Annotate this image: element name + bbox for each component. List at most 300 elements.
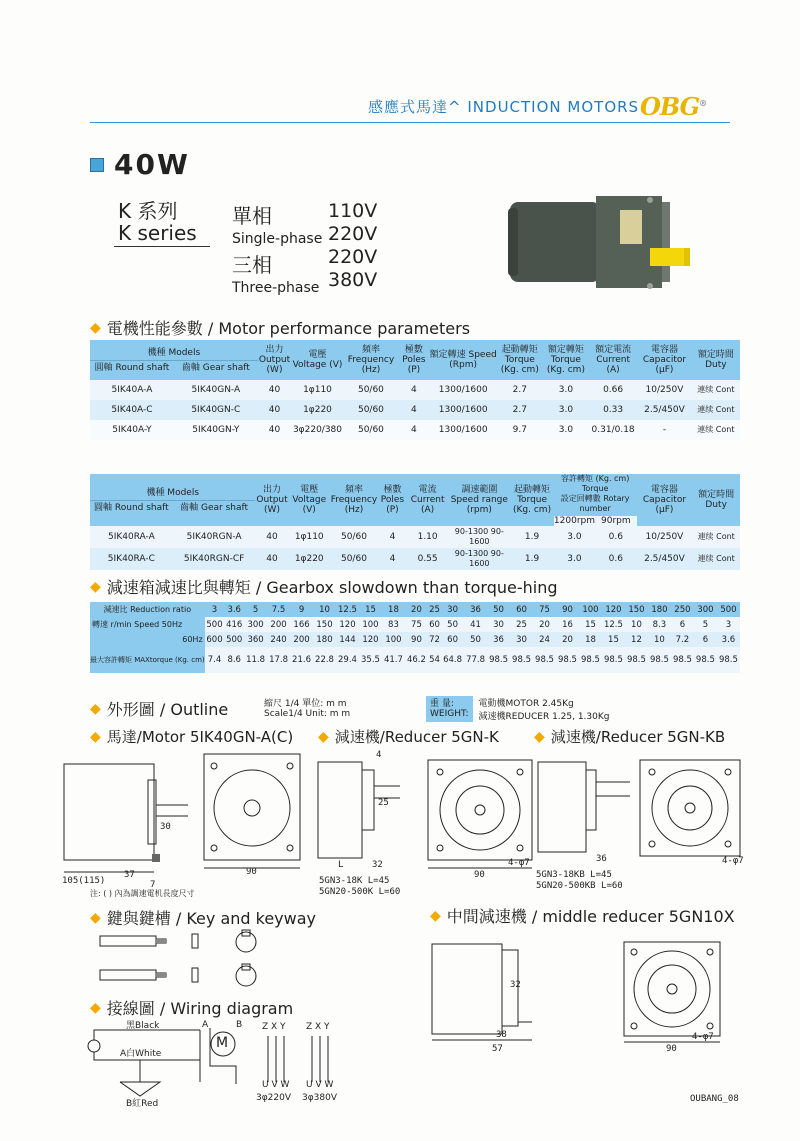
- gear-cell: 20: [405, 602, 428, 617]
- gear-cell: 20: [556, 632, 579, 647]
- th-round-2: 圓軸 Round shaft: [94, 502, 169, 513]
- section-key-title: [90, 906, 316, 929]
- gear-cell: 30: [487, 617, 510, 632]
- three-phase-zh: 三相: [232, 253, 272, 277]
- dim-r2-hole: 4-φ7: [722, 856, 744, 866]
- cell: 50/60: [357, 385, 384, 395]
- diamond-icon: ◆: [90, 700, 101, 717]
- reducer-weight: 減速機REDUCER 1.25, 1.30Kg: [478, 712, 610, 722]
- perf-table-1: [90, 340, 740, 440]
- outline-note: 注: ( ) 內為調速電机長度尺寸: [90, 889, 195, 898]
- dim-mid-57: 57: [492, 1044, 503, 1054]
- r2-note-1: 5GN3-18KB L=45: [536, 870, 612, 880]
- dim-mid-90: 90: [666, 1044, 677, 1054]
- th-current-2: 電流 Current (A): [410, 485, 445, 515]
- gear-cell: 180: [648, 602, 671, 617]
- gear-cell: 300: [694, 602, 717, 617]
- cell: 2.5/450V: [644, 405, 685, 415]
- th-90: 90rpm: [601, 516, 631, 526]
- gear-cell: 98.5: [671, 647, 694, 673]
- dim-r1-4: 4: [376, 750, 382, 760]
- gear-cell: 18: [579, 632, 602, 647]
- gear-cell: 24: [533, 632, 556, 647]
- dim-r2-36: 36: [596, 854, 607, 864]
- section-middle-title: [430, 904, 735, 927]
- cell: 40: [268, 385, 281, 395]
- cell: 50/60: [340, 532, 367, 542]
- brand-logo: [640, 92, 706, 121]
- gear-cell: 25: [428, 602, 441, 617]
- weight-en: WEIGHT:: [430, 709, 469, 719]
- wiring-b: B: [236, 1020, 243, 1030]
- section-middle-label: 中間減速機 / middle reducer 5GN10X: [446, 907, 735, 926]
- series-block: [118, 200, 197, 244]
- cell: 50/60: [357, 425, 384, 435]
- gear-cell: 50: [464, 632, 487, 647]
- gear-cell: 35.5: [359, 647, 382, 673]
- cell: 1φ220: [303, 405, 332, 415]
- th-gear: 齒軸 Gear shaft: [181, 362, 250, 373]
- gear-cell: 360: [244, 632, 267, 647]
- section-key-label: 鍵與鍵槽 / Key and keyway: [106, 909, 316, 928]
- gear-cell: 12.5: [336, 602, 359, 617]
- diamond-icon: ◆: [90, 728, 101, 745]
- speed-label: 轉速 r/min: [92, 619, 132, 629]
- cell: 2.7: [512, 405, 527, 415]
- gear-cell: 60: [510, 602, 533, 617]
- cell: 50/60: [357, 405, 384, 415]
- cell: 1300/1600: [438, 385, 488, 395]
- gear-cell: 150: [313, 617, 336, 632]
- weight-zh: 重 量:: [430, 699, 454, 709]
- gear-cell: 120: [602, 602, 625, 617]
- cell: 40: [266, 554, 278, 564]
- dim-r1-hole: 4-φ7: [508, 858, 530, 868]
- th-range: 調速範圍 Speed range (rpm): [450, 485, 508, 515]
- gear-cell: 98.5: [533, 647, 556, 673]
- gear-cell: 8.6: [224, 647, 244, 673]
- gear-cell: 15: [602, 632, 625, 647]
- cell: 10/250V: [645, 385, 684, 395]
- gear-cell: 10: [625, 617, 648, 632]
- th-allow: [554, 474, 637, 526]
- gear-cell: 46.2: [405, 647, 428, 673]
- speed60-label: 60Hz: [90, 632, 205, 647]
- gear-cell: 416: [224, 617, 244, 632]
- table-row: [90, 420, 740, 440]
- gear-cell: 3: [205, 602, 225, 617]
- cell: 5IK40RA-A: [107, 532, 155, 542]
- th-voltage: 電壓 Voltage (V): [292, 350, 343, 370]
- gear-cell: 90: [556, 602, 579, 617]
- gear-cell: 72: [428, 632, 441, 647]
- section-perf-label: 電機性能參數 / Motor performance parameters: [106, 319, 471, 338]
- cell: 連续 Cont: [697, 425, 735, 434]
- cell: 50/60: [340, 554, 367, 564]
- gear-cell: 30: [510, 632, 533, 647]
- cell: 10/250V: [645, 532, 684, 542]
- gear-cell: 54: [428, 647, 441, 673]
- gear-cell: 21.6: [290, 647, 313, 673]
- cell: 3.0: [558, 425, 574, 435]
- gear-cell: 100: [579, 602, 602, 617]
- gear-cell: 18: [382, 602, 405, 617]
- table-row: [90, 380, 740, 400]
- section-gearbox-title: [90, 575, 558, 598]
- gear-cell: 250: [671, 602, 694, 617]
- table-row: [90, 400, 740, 420]
- th-output-2: 出力 Output (W): [256, 485, 288, 515]
- gear-cell: 200: [290, 632, 313, 647]
- gear-cell: 120: [336, 617, 359, 632]
- table-row: [90, 548, 740, 570]
- gearbox-table: [90, 602, 740, 673]
- gear-cell: 120: [359, 632, 382, 647]
- wiring-zxy-2: Z X Y: [306, 1022, 330, 1032]
- single-phase-en: Single-phase: [232, 231, 323, 247]
- cell: 連续 Cont: [697, 554, 735, 563]
- cell: 0.66: [603, 385, 624, 395]
- th-poles: 極數 Poles (P): [402, 345, 426, 375]
- th-gear-2: 齒軸 Gear shaft: [180, 502, 249, 513]
- diamond-icon: ◆: [430, 907, 441, 924]
- wiring-black: 黑Black: [126, 1021, 160, 1031]
- gear-cell: 17.8: [267, 647, 290, 673]
- gear-cell: 5: [694, 617, 717, 632]
- th-current: 額定電流 Current (A): [595, 345, 632, 375]
- cell: 1.10: [417, 532, 438, 542]
- th-models-label-2: 機種 Models: [90, 488, 255, 501]
- dim-r1-90: 90: [474, 870, 485, 880]
- th-round: 圓軸 Round shaft: [94, 362, 170, 373]
- diamond-icon: ◆: [90, 578, 101, 595]
- reducer2-drawing-label: 減速機/Reducer 5GN-KB: [550, 728, 726, 746]
- cell: 1300/1600: [438, 405, 488, 415]
- dim-r1-L: L: [338, 860, 344, 870]
- dim-m7: 7: [150, 880, 156, 890]
- gear-cell: 3: [717, 617, 740, 632]
- perf-table-2: [90, 474, 740, 570]
- gear-cell: 60: [441, 632, 464, 647]
- gear-cell: 240: [267, 632, 290, 647]
- cell: -: [662, 425, 667, 435]
- dim-r1-32: 32: [372, 860, 383, 870]
- cell: 1φ110: [303, 385, 332, 395]
- gear-cell: 83: [382, 617, 405, 632]
- cell: 2.7: [512, 385, 527, 395]
- gear-cell: 98.5: [625, 647, 648, 673]
- wiring-uvw-2: U V W: [306, 1080, 334, 1090]
- wiring-white: A白White: [120, 1049, 162, 1059]
- cell: 5IK40RGN-CF: [183, 554, 245, 564]
- gear-cell: 75: [405, 617, 428, 632]
- cell: 連续 Cont: [697, 405, 735, 414]
- series-zh: K 系列: [118, 199, 178, 223]
- gear-cell: 200: [267, 617, 290, 632]
- gear-cell: 98.5: [510, 647, 533, 673]
- cell: 4: [411, 385, 417, 395]
- key-keyway-drawing: [96, 928, 276, 998]
- th-cap: 電容器 Capacitor (µF): [642, 345, 687, 375]
- gear-cell: 150: [625, 602, 648, 617]
- cell: 5IK40RA-C: [107, 554, 155, 564]
- wiring-red: B紅Red: [126, 1099, 159, 1109]
- section-outline-label: 外形圖 / Outline: [106, 700, 229, 719]
- gear-cell: 300: [244, 617, 267, 632]
- gear-cell: 36: [464, 602, 487, 617]
- single-phase-zh: 單相: [232, 204, 272, 228]
- cell: 3.0: [567, 554, 582, 564]
- cell: 0.6: [608, 554, 623, 564]
- gear-cell: 100: [359, 617, 382, 632]
- r2-note-2: 5GN20-500KB L=60: [536, 881, 623, 891]
- th-duty-2: 額定時間 Duty: [698, 490, 735, 510]
- dim-m105: 105(115): [62, 876, 106, 886]
- gear-cell: 12.5: [602, 617, 625, 632]
- cell: 5IK40A-C: [111, 405, 153, 415]
- th-models: [90, 340, 258, 380]
- th-start-2: 起動轉矩 Torque (Kg. cm): [513, 485, 552, 515]
- gear-cell: 90: [405, 632, 428, 647]
- diamond-icon: ◆: [90, 319, 101, 336]
- gear-cell: 3.6: [224, 602, 244, 617]
- section-gearbox-label: 減速箱減速比與轉矩 / Gearbox slowdown than torque-hing: [106, 578, 558, 597]
- voltage-1: 110V: [328, 200, 378, 222]
- cell: 4: [389, 532, 396, 542]
- phase-block: [232, 200, 322, 296]
- header-caret: ^: [448, 98, 462, 116]
- weight-note: [426, 696, 610, 722]
- cell: 9.7: [512, 425, 527, 435]
- motor-photo: [500, 190, 700, 300]
- cell: 5IK40A-A: [111, 385, 153, 395]
- cell: 0.55: [417, 554, 438, 564]
- th-freq-2: 頻率 Frequency (Hz): [330, 485, 378, 515]
- th-start: 起動轉矩 Torque (Kg. cm): [500, 345, 539, 375]
- r1-note-1: 5GN3-18K L=45: [319, 876, 390, 886]
- gear-cell: 500: [717, 602, 740, 617]
- gear-cell: 16: [556, 617, 579, 632]
- motor-outline-drawing: [62, 750, 312, 885]
- cell: 1300/1600: [438, 425, 488, 435]
- reducer2-drawing-title: [534, 726, 725, 747]
- motor-weight: 電動機MOTOR 2.45Kg: [478, 699, 574, 709]
- dim-m30: 30: [160, 822, 171, 832]
- wiring-motor-label: M: [216, 1035, 229, 1051]
- gear-cell: 50: [487, 602, 510, 617]
- gear-cell: 77.8: [464, 647, 487, 673]
- gear-cell: 22.8: [313, 647, 336, 673]
- gear-cell: 500: [205, 617, 225, 632]
- gear-cell: 8.3: [648, 617, 671, 632]
- gear-cell: 25: [510, 617, 533, 632]
- wiring-380: 3φ380V: [302, 1093, 337, 1103]
- dim-m37: 37: [124, 870, 135, 880]
- th-1200: 1200rpm: [553, 516, 596, 526]
- gear-cell: 41: [464, 617, 487, 632]
- cell: 5IK40RGN-A: [186, 532, 242, 542]
- brand-reg-mark: ®: [699, 98, 707, 108]
- gear-cell: 98.5: [487, 647, 510, 673]
- gear-cell: 50: [441, 617, 464, 632]
- gear-cell: 3.6: [717, 632, 740, 647]
- cell: 40: [266, 532, 278, 542]
- r1-note-2: 5GN20-500K L=60: [319, 887, 401, 897]
- wiring-uvw-1: U V W: [262, 1080, 290, 1090]
- th-poles-2: 極數 Poles (P): [380, 485, 405, 515]
- gear-cell: 75: [533, 602, 556, 617]
- cell: 0.6: [608, 532, 623, 542]
- gear-cell: 180: [313, 632, 336, 647]
- section-perf-title: [90, 316, 470, 339]
- speed50-label: Speed 50Hz: [134, 619, 183, 629]
- th-duty: 額定時間 Duty: [697, 350, 734, 370]
- cell: 90-1300 90-1600: [454, 549, 504, 568]
- diamond-icon: ◆: [90, 909, 101, 926]
- cell: 4: [389, 554, 396, 564]
- gear-cell: 144: [336, 632, 359, 647]
- section-outline-title: [90, 697, 228, 720]
- th-models-label: 機種 Models: [90, 348, 258, 361]
- gear-cell: 98.5: [579, 647, 602, 673]
- gear-cell: 7.4: [205, 647, 225, 673]
- cell: 3.0: [558, 385, 574, 395]
- cell: 3.0: [558, 405, 574, 415]
- gear-cell: 10: [648, 632, 671, 647]
- gear-cell: 12: [625, 632, 648, 647]
- cell: 1φ110: [294, 532, 324, 542]
- th-voltage-2: 電壓 Voltage (V): [292, 485, 327, 515]
- cell: 5IK40GN-A: [191, 385, 241, 395]
- gear-cell: 98.5: [648, 647, 671, 673]
- cell: 5IK40GN-Y: [192, 425, 240, 435]
- scale-note: [264, 696, 350, 719]
- series-en: K series: [118, 221, 197, 245]
- th-torque: 額定轉矩 Torque (Kg. cm): [546, 345, 585, 375]
- scale-zh: 縮尺 1/4 單位: m m: [264, 699, 347, 709]
- wiring-diagram: [80, 1024, 340, 1100]
- section-wiring-title: [90, 996, 293, 1019]
- header-title-en: INDUCTION MOTORS: [467, 98, 640, 116]
- gear-cell: 98.5: [556, 647, 579, 673]
- gear-cell: 10: [313, 602, 336, 617]
- gear-cell: 60: [428, 617, 441, 632]
- cell: 1.9: [524, 554, 540, 564]
- wiring-a: A: [202, 1020, 209, 1030]
- gear-cell: 15: [359, 602, 382, 617]
- gear-cell: 100: [382, 632, 405, 647]
- diamond-icon: ◆: [534, 728, 545, 745]
- cell: 3φ220/380: [292, 425, 343, 435]
- gear-cell: 7.5: [267, 602, 290, 617]
- header-title-zh: 感應式馬達: [368, 98, 449, 116]
- voltage-3: 220V: [328, 246, 378, 268]
- three-phase-en: Three-phase: [232, 280, 320, 296]
- gear-cell: 98.5: [694, 647, 717, 673]
- brand-logo-text: OBG: [640, 92, 700, 121]
- dim-mid-32: 32: [510, 980, 521, 990]
- voltage-2: 220V: [328, 223, 378, 245]
- gear-cell: 98.5: [717, 647, 740, 673]
- gear-cell: 98.5: [602, 647, 625, 673]
- title-square-icon: [90, 158, 104, 172]
- page-footer: OUBANG_08: [690, 1094, 739, 1104]
- th-freq: 頻率 Frequency (Hz): [347, 345, 395, 375]
- cell: 5IK40A-Y: [112, 425, 152, 435]
- gear-cell: 64.8: [441, 647, 464, 673]
- dim-mid-hole: 4-φ7: [692, 1032, 714, 1042]
- motor-drawing-label: 馬達/Motor 5IK40GN-A(C): [106, 728, 294, 746]
- header-title: [368, 96, 639, 117]
- gear-cell: 7.2: [671, 632, 694, 647]
- gear-cell: 6: [694, 632, 717, 647]
- cell: 5IK40GN-C: [191, 405, 241, 415]
- diamond-icon: ◆: [90, 999, 101, 1016]
- gear-cell: 20: [533, 617, 556, 632]
- cell: 4: [411, 425, 417, 435]
- series-underline: [114, 246, 210, 247]
- page-title: 40W: [114, 148, 190, 181]
- cell: 連续 Cont: [697, 532, 735, 541]
- gear-cell: 600: [205, 632, 225, 647]
- gear-cell: 30: [441, 602, 464, 617]
- dim-r1-25: 25: [378, 798, 389, 808]
- cell: 90-1300 90-1600: [454, 527, 504, 546]
- th-allow-label: 容許轉矩 (Kg. cm) Torque: [560, 474, 630, 493]
- diamond-icon: ◆: [318, 728, 329, 745]
- gear-cell: 5: [244, 602, 267, 617]
- voltage-block: [328, 200, 377, 292]
- reducer1-drawing-label: 減速機/Reducer 5GN-K: [334, 728, 499, 746]
- cell: 40: [268, 425, 281, 435]
- voltage-4: 380V: [328, 269, 378, 291]
- dim-mid-38: 38: [496, 1030, 507, 1040]
- motor-drawing-title: [90, 726, 293, 747]
- gear-cell: 41.7: [382, 647, 405, 673]
- gear-cell: 166: [290, 617, 313, 632]
- cell: 0.33: [603, 405, 624, 415]
- table-row: [90, 526, 740, 548]
- dim-m90: 90: [246, 867, 257, 877]
- gear-cell: 9: [290, 602, 313, 617]
- th-output: 出力 Output (W): [258, 345, 291, 375]
- section-wiring-label: 接線圖 / Wiring diagram: [106, 999, 294, 1018]
- reducer2-outline-drawing: [536, 750, 748, 875]
- cell: 40: [268, 405, 281, 415]
- gear-cell: 29.4: [336, 647, 359, 673]
- gear-cell: 11.8: [244, 647, 267, 673]
- wiring-220: 3φ220V: [256, 1093, 291, 1103]
- torque-label: 最大容許轉矩 MAXtorque (Kg. cm): [90, 647, 205, 673]
- cell: 3.0: [567, 532, 582, 542]
- cell: 1φ220: [294, 554, 324, 564]
- gear-cell: 500: [224, 632, 244, 647]
- wiring-zxy-1: Z X Y: [262, 1022, 286, 1032]
- scale-en: Scale1/4 Unit: m m: [264, 709, 351, 719]
- th-speed: 額定轉速 Speed (Rpm): [429, 350, 497, 370]
- cell: 2.5/450V: [644, 554, 685, 564]
- ratio-label: 減速比 Reduction ratio: [90, 602, 205, 617]
- th-cap-2: 電容器 Capacitor (µF): [642, 485, 687, 515]
- speed-label-50: [90, 617, 205, 632]
- gear-cell: 6: [671, 617, 694, 632]
- gear-cell: 15: [579, 617, 602, 632]
- cell: 連续 Cont: [697, 385, 735, 394]
- gear-cell: 36: [487, 632, 510, 647]
- header-divider: [90, 122, 730, 123]
- reducer1-outline-drawing: [316, 750, 538, 880]
- reducer1-drawing-title: [318, 726, 499, 747]
